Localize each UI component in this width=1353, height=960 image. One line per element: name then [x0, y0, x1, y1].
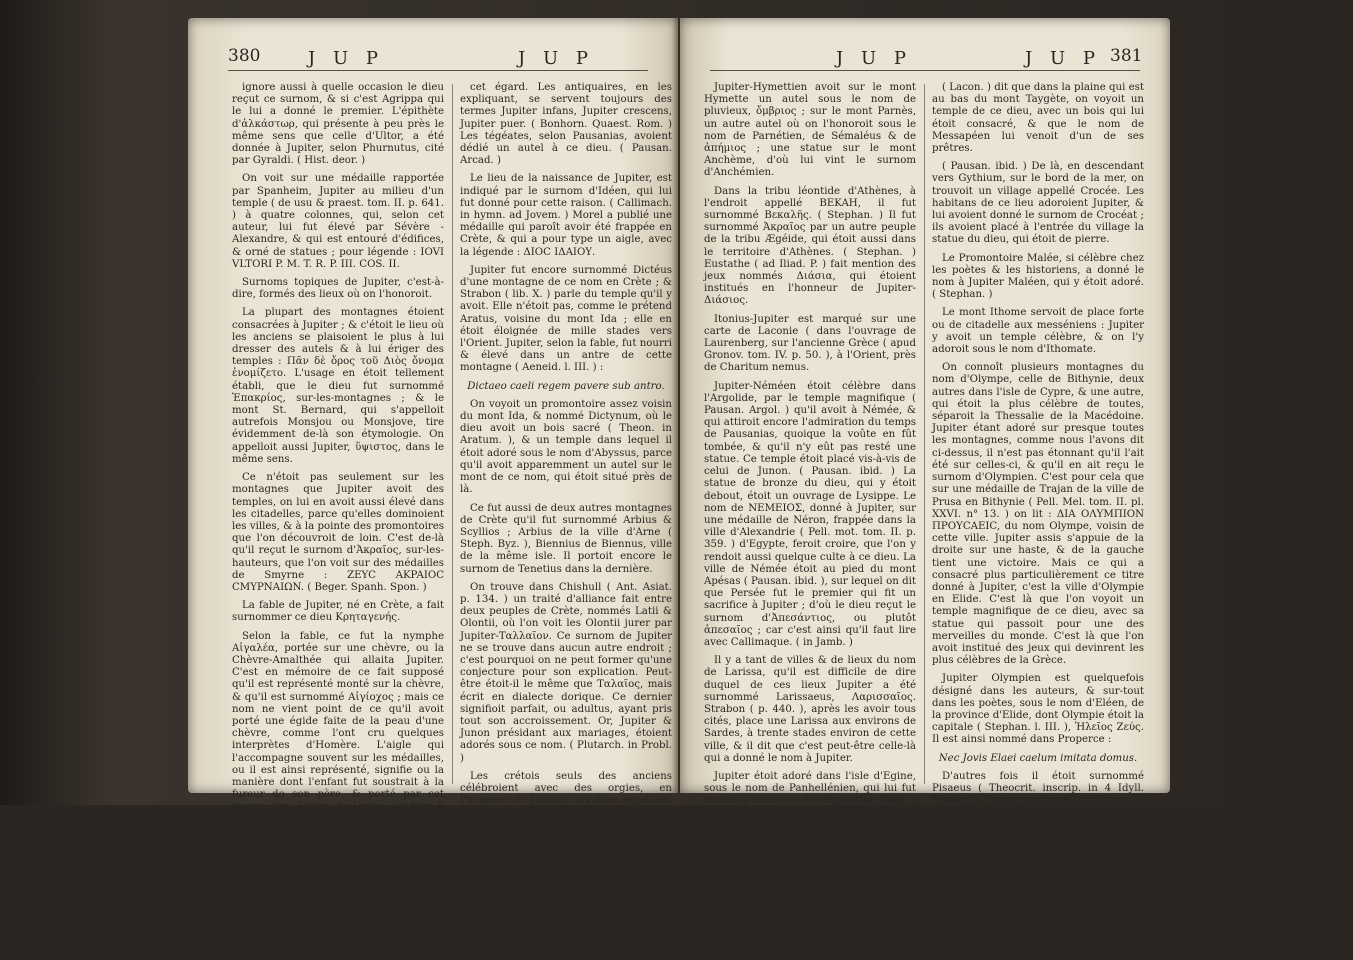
paragraph: Dans la tribu léontide d'Athènes, à l'endroit appellé BEKAH, il fut surnommé Βεκαλῆς. ( Stephan. ) Il fut surnommé Ἀκραῖος par un autre peuple de la tribu Ægéide, qui étoit aussi dans le territoire d'Athènes. ( Stephan. ) Eustathe ( ad Iliad. P. ) fait mention des jeux nommés Διάσια, qui étoient institués en l'honneur de Jupiter-Διάσιος. — [704, 185, 916, 307]
paragraph: ( Lacon. ) dit que dans la plaine qui est au bas du mont Taygète, on voyoit un temple de ce dieu, avec un bois qui lui étoit consacré, & que le nom de Messapéen lui venoit d'un de ses prêtres. — [932, 82, 1144, 155]
right-page — [680, 18, 1170, 953]
column-divider — [452, 84, 453, 784]
paragraph: Pausanias fait mention du culte de Jupiter-Ammon en Arcadie ; & ce dieu est représenté sur plusieurs médailles de cette contrée. — [704, 862, 916, 910]
right-column-1 — [704, 82, 916, 960]
left-running-head-1: J U P — [308, 48, 384, 69]
paragraph: Surnoms topiques de Jupiter, c'est-à-dire, formés des lieux où on l'honoroit. — [232, 277, 444, 301]
left-column-2 — [460, 82, 672, 954]
paragraph: Jupiter étoit adoré dans l'isle d'Egine, sous le nom de Panhellénien, qui lui fut donné à cause de la députation faite à Eacus de la part de tous les peuples de la Grèce, & dont Pausanias raconte le sujet, selon la tradition du pays, dans ses Argoliques. — [704, 770, 916, 856]
paragraph: Outre les noms généraux donnés à Jupiter par les athéniens & rapportés plus haut, il en recevoit encore de topiques, ou locaux, dans l'Attique. — [460, 898, 672, 947]
paragraph: Itonius-Jupiter est marqué sur une carte de Laconie ( dans l'ouvrage de Laurenberg, sur l'ancienne Grèce ( apud Gronov. tom. IV. p. 50. ), à l'Orient, près de Charitum nemus. — [704, 313, 916, 374]
paragraph: Le lieu de la naissance de Jupiter, est indiqué par le surnom d'Idéen, qui lui fut donné pour cette raison. ( Callimach. in hymn. ad Jovem. ) Morel a publié une médaille qui paroît avoir été frappée en Crète, & qui a pour type un aigle, avec la légende : ΔΙΟC ΙΔΑΙΟΥ. — [460, 173, 672, 258]
left-page-number: 380 — [228, 46, 261, 66]
paragraph: ( Pausan. ibid. ) De là, en descendant vers Gythium, sur le bord de la mer, on trouvoit un village appellé Crocée. Les habitans de ce lieu adoroient Jupiter, & lui avoient donné le surnom de Crocéat ; ils avoient placé à l'entrée du village la statue du dieu, qui étoit de pierre. — [932, 161, 1144, 246]
paragraph: Jupiter fut encore surnommé Dictéus d'une montagne de ce nom en Crète ; & Strabon ( lib. X. ) parle du temple qu'il y avoit. Elle n'étoit pas, comme le prétend Aratus, voisine du mont Ida ; elle en étoit éloignée de mille stades vers l'Orient. Jupiter, selon la fable, fut nourri & élevé dans un antre de cette montagne ( Aeneid. l. III. ) : — [460, 264, 672, 374]
paragraph: Les crétois seuls des anciens célébroient avec des orgies, en l'honneur de Jupiter, des fêtes appellées Sabazia, comme celles de Bacchus ; & ils appelloient à cause de cela Jupiter Sabazius. On lit dans plusieurs inscriptions ( Gruter. 22. 5. & 22. 4. ) ce surnom, formé d'un mot barbare synonyme du mot grec εὐάζειν crier, évohé. — [460, 770, 672, 892]
header-rule — [710, 70, 1140, 71]
paragraph: Le Promontoire Malée, si célèbre chez les poètes & les historiens, a donné le nom à Jupiter Maléen, qui y étoit adoré. ( Stephan. ) — [932, 252, 1144, 301]
left-column-1 — [232, 82, 444, 960]
paragraph: La fable de Jupiter, né en Crète, a fait surnommer ce dieu Κρηταγενής. — [232, 600, 444, 624]
paragraph: ignore aussi à quelle occasion le dieu reçut ce surnom, & si c'est Agrippa qui le lui a donné le premier. L'épithète d'ἀλκάστωρ, qui présente à peu près le même sens que celle d'Ultor, a été donnée à Jupiter, selon Phurnutus, cité par Gyraldi. ( Hist. deor. ) — [232, 82, 444, 167]
paragraph: Jupiter Olympien est quelquefois désigné dans les auteurs, & sur-tout dans les poètes, sous le nom d'Eléen, de la province d'Elide, dont Olympie étoit la capitale ( Stephan. l. III. ), Ἠλεῖος Ζεύς. Il est ainsi nommé dans Properce : — [932, 673, 1144, 746]
paragraph: On voyoit un promontoire assez voisin du mont Ida, & nommé Dictynum, où le dieu avoit un bois sacré ( Theon. in Aratum. ), & un temple dans lequel il étoit adoré sous le nom d'Abyssus, parce qu'il avoit apparemment un autel sur le mont de ce nom, qui étoit situé près de là. — [460, 398, 672, 496]
paragraph: Il y a tant de villes & de lieux du nom de Larissa, qu'il est difficile de dire duquel de ces lieux Jupiter a été surnommé Larissaeus, Λαρισσαῖος. Strabon ( p. 440. ), après les avoir tous cités, place une Larissa aux environs de Sardes, à trente stades environ de cette ville, & il dit que c'est peut-être celle-là qui a donné le nom à Jupiter. — [704, 655, 916, 764]
paragraph: Nec Jovis Elaei caelum imitata domus. — [938, 752, 1138, 764]
right-column-2 — [932, 82, 1144, 941]
paragraph: Ce n'étoit pas seulement sur les montagnes que Jupiter avoit des temples, on lui en avoit aussi élevé dans les citadelles, parce qu'elles dominoient les villes, & à la pointe des promontoires que l'on découvroit de loin. C'est de-là qu'il reçut le surnom d'Ἀκραῖος, sur-les-hauteurs, que l'on voit sur des médailles de Smyrne : ZEYC AKPAIOC CMYPNAIΩN. ( Beger. Spanh. Spon. ) — [232, 472, 444, 593]
paragraph: Jupiter-Hymettien avoit sur le mont Hymette un autel sous le nom de pluvieux, ὄμβριος ; sur le mont Parnès, un autre autel où on l'honoroit sous le nom de Parnétien, de Sémaléus & de ἀπήμιος ; une statue sur le mont Anchème, d'où lui vint le surnom d'Anchémien. — [704, 82, 916, 179]
left-running-head-2: J U P — [518, 48, 594, 69]
paragraph: On trouve dans Chishull ( Ant. Asiat. p. 134. ) un traité d'alliance fait entre deux peuples de Crète, nommés Latii & Olontii, où l'on voit les Olontii jurer par Jupiter-Ταλλαῖον. Ce surnom de Jupiter ne se trouve dans aucun autre endroit ; c'est pourquoi on ne peut former qu'une conjecture pour son explication. Peut-être étoit-il le même que Ταλαῖος, mais écrit en dialecte dorique. Ce dernier signifioit parfait, ou adultus, ayant pris tout son accroissement. Or, Jupiter & Junon présidant aux mariages, étoient adorés sous ce nom. ( Plutarch. in Probl. ) — [460, 581, 672, 764]
right-page-number: 381 — [1110, 46, 1143, 66]
paragraph: La plupart des montagnes étoient consacrées à Jupiter ; & c'étoit le lieu où les anciens se plaisoient le plus à lui dresser des autels & à lui ériger des temples : Πᾶν δὲ ὄρος τοῦ Διὸς ὄνομα ἐνομίζετο. L'usage en étoit tellement établi, que le dieu fut surnommé Ἐπακρίος, sur-les-montagnes ; & le mont St. Bernard, qui s'appelloit autrefois Monsjou ou Monsjove, tire évidemment de-là son étymologie. On appelloit aussi Jupiter, ὕψιστος, dans le même sens. — [232, 307, 444, 465]
right-running-head-2: J U P — [1025, 48, 1101, 69]
header-rule — [228, 70, 648, 71]
paragraph: D'autres fois il étoit surnommé Pisaeus ( Theocrit. inscrip. in 4 Idyll. Pindar. & Pindar comment. in Olymp. ), ou Pisaeus de l'ancien nom de la ville d'Olympie, qui s'appelloit Pisa. Strabon parle de l'oracle de ce dieu. — [932, 770, 1144, 843]
paragraph: Les médailles qui nous représentent Jupiter enfant, ou dans le premier état de la vie, nous fournissent la preuve du culte qu'on lui rendoit à — [232, 905, 444, 953]
column-divider — [924, 84, 925, 784]
right-running-head-1: J U P — [836, 48, 912, 69]
paragraph: Selon la fable, ce fut la nymphe Αἰγαλέα, portée sur une chèvre, ou la Chèvre-Amalthée qui allaita Jupiter. C'est en mémoire de ce fait supposé qu'il est représenté monté sur la chèvre, & qu'il est surnommé Αἰγίοχος ; mais ce nom ne vient point de ce qu'il avoit porté une égide faite de la peau d'une chèvre, comme l'ont cru quelques interprètes d'Homère. L'aigle qui l'accompagne souvent sur les médailles, ou il est ainsi représenté, signifie ou la manière dont l'enfant fut soustrait à la fureur de son père, & porté par cet oiseau dans l'antre de Crète ; ou bien il a rapport à ce beau jeune homme, nommé Αἰετός, qui, dit-on, servit Jupiter, lorsqu'il fut élevé sur le mont Ida, & que Junon, pour cause de jalousie, changea par la suite en oiseau de son nom. Théocrite paroît avoir fait allusion à cette fable. ( Idyll. XVII. v. 51. ) — [232, 630, 444, 898]
paragraph: On connoît plusieurs montagnes du nom d'Olympe, celle de Bithynie, deux autres dans l'isle de Cypre, & une autre, qui étoit la plus célèbre de toutes, séparoit la Thessalie de la Macédoine. Jupiter étant adoré sur presque toutes les montagnes, comme nous l'avons dit ci-dessus, il n'est pas étonnant qu'il l'ait été sur celles-ci, & qu'il en ait reçu le surnom d'Olympien. C'est pour cela que sur une médaille de Trajan de la ville de Prusa en Bithynie ( Pell. Mel. tom. II. pl. XXVI. n° 13. ) on lit : ΔΙΑ ΟΛΥΜΠΙΟΝ ΠΡΟΥCΑΕΙC, du nom Olympe, voisin de cette ville. Jupiter assis s'appuie de la droite sur une haste, & de la gauche tient une victoire. Mais ce qui a consacré plus particulièrement ce titre donné à Jupiter, c'est la ville d'Olympie en Elide. C'est là que l'on voyoit un temple magnifique de ce dieu, avec sa statue qui passoit pour une des merveilles du monde. C'est là que l'on avoit institué des jeux qui devinrent les plus célèbres de la Grèce. — [932, 362, 1144, 667]
paragraph: Ce fut aussi de deux autres montagnes de Crète qu'il fut surnommé Arbius & Scyllios ; Arbius de la ville d'Arne ( Steph. Byz. ), Biennius de Biennus, ville de la même isle. Il portoit encore le surnom de Tenetius dans la dernière. — [460, 502, 672, 575]
paragraph: En Laconie, Jupiter étoit surnommé Messapéen d'un canton de ce pays, selon Etienne. Pausanias — [704, 917, 916, 953]
paragraph: Dictaeo caeli regem pavere sub antro. — [467, 380, 665, 392]
left-page — [188, 18, 678, 953]
paragraph: On voit sur une médaille rapportée par Spanheim, Jupiter au milieu d'un temple ( de usu & praest. tom. II. p. 641. ) à quatre colonnes, qui, selon cet auteur, lui fut élevé par Sévère - Alexandre, & qui est entouré d'édifices, & orné de statues ; pour légende : IOVI VLTORI P. M. T. R. P. III. COS. II. — [232, 173, 444, 270]
paragraph: Diodore de Sicile ( lib. V. ) nous apprend que ce n'étoit pas seulement dans la Triphylie, contrée de l'Elide, que l'on adoroit Jupiter-Triphylien ; mais qu'il y avoit aussi dans l'Arabie heureuse une montagne sur laquelle on voyoit un temple de Jupiter avec ce surnom. — [932, 849, 1144, 935]
paragraph: Le mont Ithome servoit de place forte ou de citadelle aux messéniens : Jupiter y avoit un temple célèbre, & on l'y adoroit sous le nom d'Ithomate. — [932, 307, 1144, 356]
paragraph: cet égard. Les antiquaires, en les expliquant, se servent toujours des termes Jupiter infans, Jupiter crescens, Jupiter puer. ( Bonhorn. Quaest. Rom. ) Les tégéates, selon Pausanias, avoient dédié un autel à ce dieu. ( Pausan. Arcad. ) — [460, 82, 672, 167]
paragraph: Jupiter-Néméen étoit célèbre dans l'Argolide, par le temple magnifique ( Pausan. Argol. ) qu'il avoit à Némée, & qui attiroit encore l'admiration du temps de Pausanias, quoique la voûte en fût tombée, & qu'il n'y eût pas resté une statue. Ce temple étoit placé vis-à-vis de celui de Junon. ( Pausan. ibid. ) La statue de bronze du dieu, qui y étoit debout, étoit un ouvrage de Lysippe. Le nom de NEMEIOΣ, donné à Jupiter, sur une médaille de Néron, frappée dans la ville d'Alexandrie ( Pell. mot. tom. II. p. 359. ) d'Egypte, feroit croire, que l'on y rendoit aussi quelque culte à ce dieu. La ville de Némée étoit au pied du mont Apésas ( Pausan. ibid. ), sur lequel on dit que Persée fut le premier qui fit un sacrifice à Jupiter ; d'où le dieu reçut le surnom d'Ἀπεσάντιος, ou plutôt ἀπεσαῖος ; car c'est ainsi qu'il faut lire avec Callimaque. ( in Jamb. ) — [704, 380, 916, 648]
